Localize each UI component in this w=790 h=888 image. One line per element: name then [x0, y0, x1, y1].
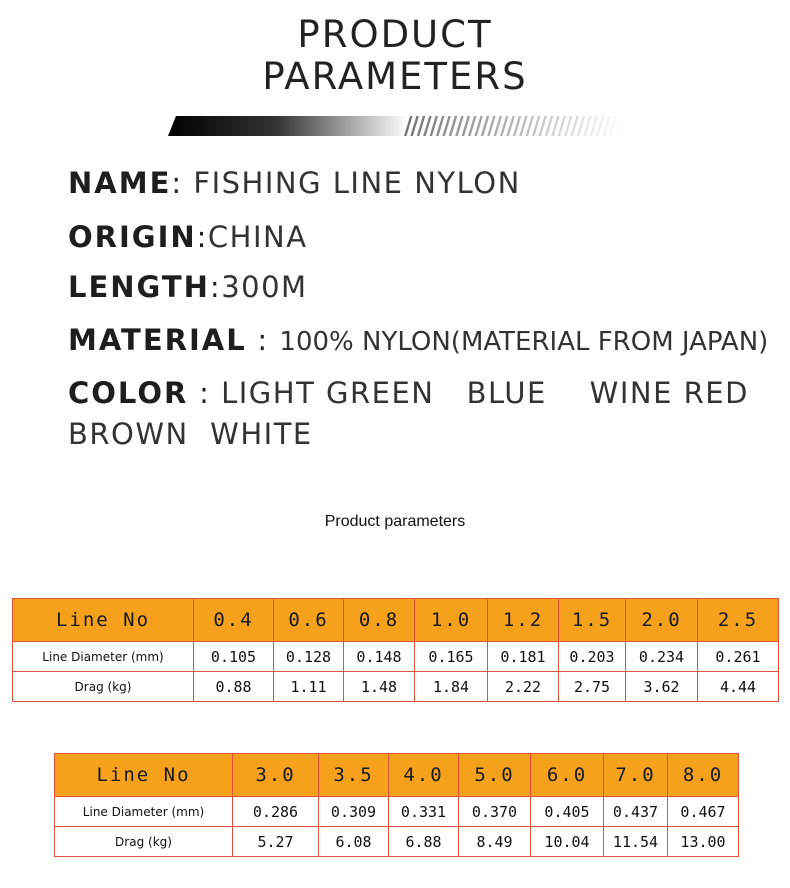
- spec-name-value: FISHING LINE NYLON: [193, 166, 521, 200]
- table1-diameter-cell: 0.203: [559, 642, 626, 672]
- spec-length: [68, 270, 308, 304]
- spec-length-label: LENGTH: [68, 270, 210, 304]
- table1-line-no: 1.5: [559, 599, 626, 642]
- table1-diameter-row: [13, 642, 779, 672]
- table2-diameter-cell: 0.309: [319, 797, 389, 827]
- table2-diameter-cell: 0.437: [604, 797, 668, 827]
- table1-drag-cell: 0.88: [194, 672, 274, 702]
- table1-diameter-label: Line Diameter (mm): [13, 642, 194, 672]
- table-caption: Product parameters: [324, 513, 466, 530]
- table1-line-no: 2.5: [698, 599, 779, 642]
- table1-drag-cell: 1.48: [344, 672, 415, 702]
- table2-drag-cell: 13.00: [668, 827, 739, 857]
- table2-line-no: 3.0: [233, 754, 319, 797]
- table1-drag-cell: 2.75: [559, 672, 626, 702]
- table2-diameter-cell: 0.467: [668, 797, 739, 827]
- spec-material-sep: :: [246, 323, 280, 357]
- table1-drag-cell: 3.62: [626, 672, 698, 702]
- spec-color-line2: [68, 417, 313, 451]
- title-gradient-bar: [168, 116, 638, 136]
- table2-line-no: 6.0: [531, 754, 604, 797]
- spec-color: [68, 376, 749, 410]
- table2-line-no: 3.5: [319, 754, 389, 797]
- table1-line-no: 0.4: [194, 599, 274, 642]
- table1-diameter-cell: 0.128: [274, 642, 344, 672]
- table1-header-row: [13, 599, 779, 642]
- spec-length-value: 300M: [221, 270, 308, 304]
- table2-line-no: 5.0: [459, 754, 531, 797]
- parameters-table-1: [12, 598, 779, 702]
- table2-drag-label: Drag (kg): [55, 827, 233, 857]
- table2-header-label: Line No: [55, 754, 233, 797]
- table1-drag-cell: 2.22: [488, 672, 559, 702]
- table2-line-no: 8.0: [668, 754, 739, 797]
- spec-origin-label: ORIGIN: [68, 220, 197, 254]
- table1-line-no: 0.6: [274, 599, 344, 642]
- table1-drag-cell: 1.84: [415, 672, 488, 702]
- table2-diameter-cell: 0.331: [389, 797, 459, 827]
- table2-diameter-cell: 0.405: [531, 797, 604, 827]
- table2-diameter-cell: 0.286: [233, 797, 319, 827]
- table1-line-no: 2.0: [626, 599, 698, 642]
- spec-name-label: NAME: [68, 166, 172, 200]
- table2-drag-cell: 6.88: [389, 827, 459, 857]
- table1-header-label: Line No: [13, 599, 194, 642]
- spec-origin: [68, 220, 308, 254]
- table1-diameter-cell: 0.105: [194, 642, 274, 672]
- spec-name: [68, 166, 521, 200]
- spec-material-value: 100% NYLON(MATERIAL FROM JAPAN): [279, 327, 769, 357]
- table2-diameter-cell: 0.370: [459, 797, 531, 827]
- table2-drag-cell: 11.54: [604, 827, 668, 857]
- table1-line-no: 1.0: [415, 599, 488, 642]
- page-title-line1: PRODUCT: [297, 13, 493, 56]
- spec-length-sep: :: [209, 270, 222, 304]
- table1-line-no: 1.2: [488, 599, 559, 642]
- table1-drag-cell: 4.44: [698, 672, 779, 702]
- spec-color-value: LIGHT GREEN BLUE WINE RED: [221, 376, 749, 410]
- spec-name-sep: :: [171, 166, 194, 200]
- table2-drag-cell: 5.27: [233, 827, 319, 857]
- table2-diameter-label: Line Diameter (mm): [55, 797, 233, 827]
- spec-origin-sep: :: [196, 220, 208, 254]
- table1-diameter-cell: 0.165: [415, 642, 488, 672]
- table1-diameter-cell: 0.148: [344, 642, 415, 672]
- table2-drag-cell: 10.04: [531, 827, 604, 857]
- table1-drag-label: Drag (kg): [13, 672, 194, 702]
- table2-line-no: 4.0: [389, 754, 459, 797]
- table1-drag-cell: 1.11: [274, 672, 344, 702]
- spec-origin-value: CHINA: [207, 220, 308, 254]
- spec-material-label: MATERIAL: [68, 323, 247, 357]
- spec-material: [68, 323, 768, 357]
- spec-color-label: COLOR: [68, 376, 189, 410]
- parameters-table-2: [54, 753, 739, 857]
- table2-drag-cell: 8.49: [459, 827, 531, 857]
- table1-line-no: 0.8: [344, 599, 415, 642]
- page-title-line2: PARAMETERS: [262, 55, 528, 98]
- spec-color-value-line2: BROWN WHITE: [68, 417, 313, 451]
- table2-drag-row: [55, 827, 739, 857]
- table1-diameter-cell: 0.234: [626, 642, 698, 672]
- table2-diameter-row: [55, 797, 739, 827]
- spec-color-sep: :: [188, 376, 222, 410]
- table1-diameter-cell: 0.261: [698, 642, 779, 672]
- table2-line-no: 7.0: [604, 754, 668, 797]
- table1-drag-row: [13, 672, 779, 702]
- table2-header-row: [55, 754, 739, 797]
- table1-diameter-cell: 0.181: [488, 642, 559, 672]
- table2-drag-cell: 6.08: [319, 827, 389, 857]
